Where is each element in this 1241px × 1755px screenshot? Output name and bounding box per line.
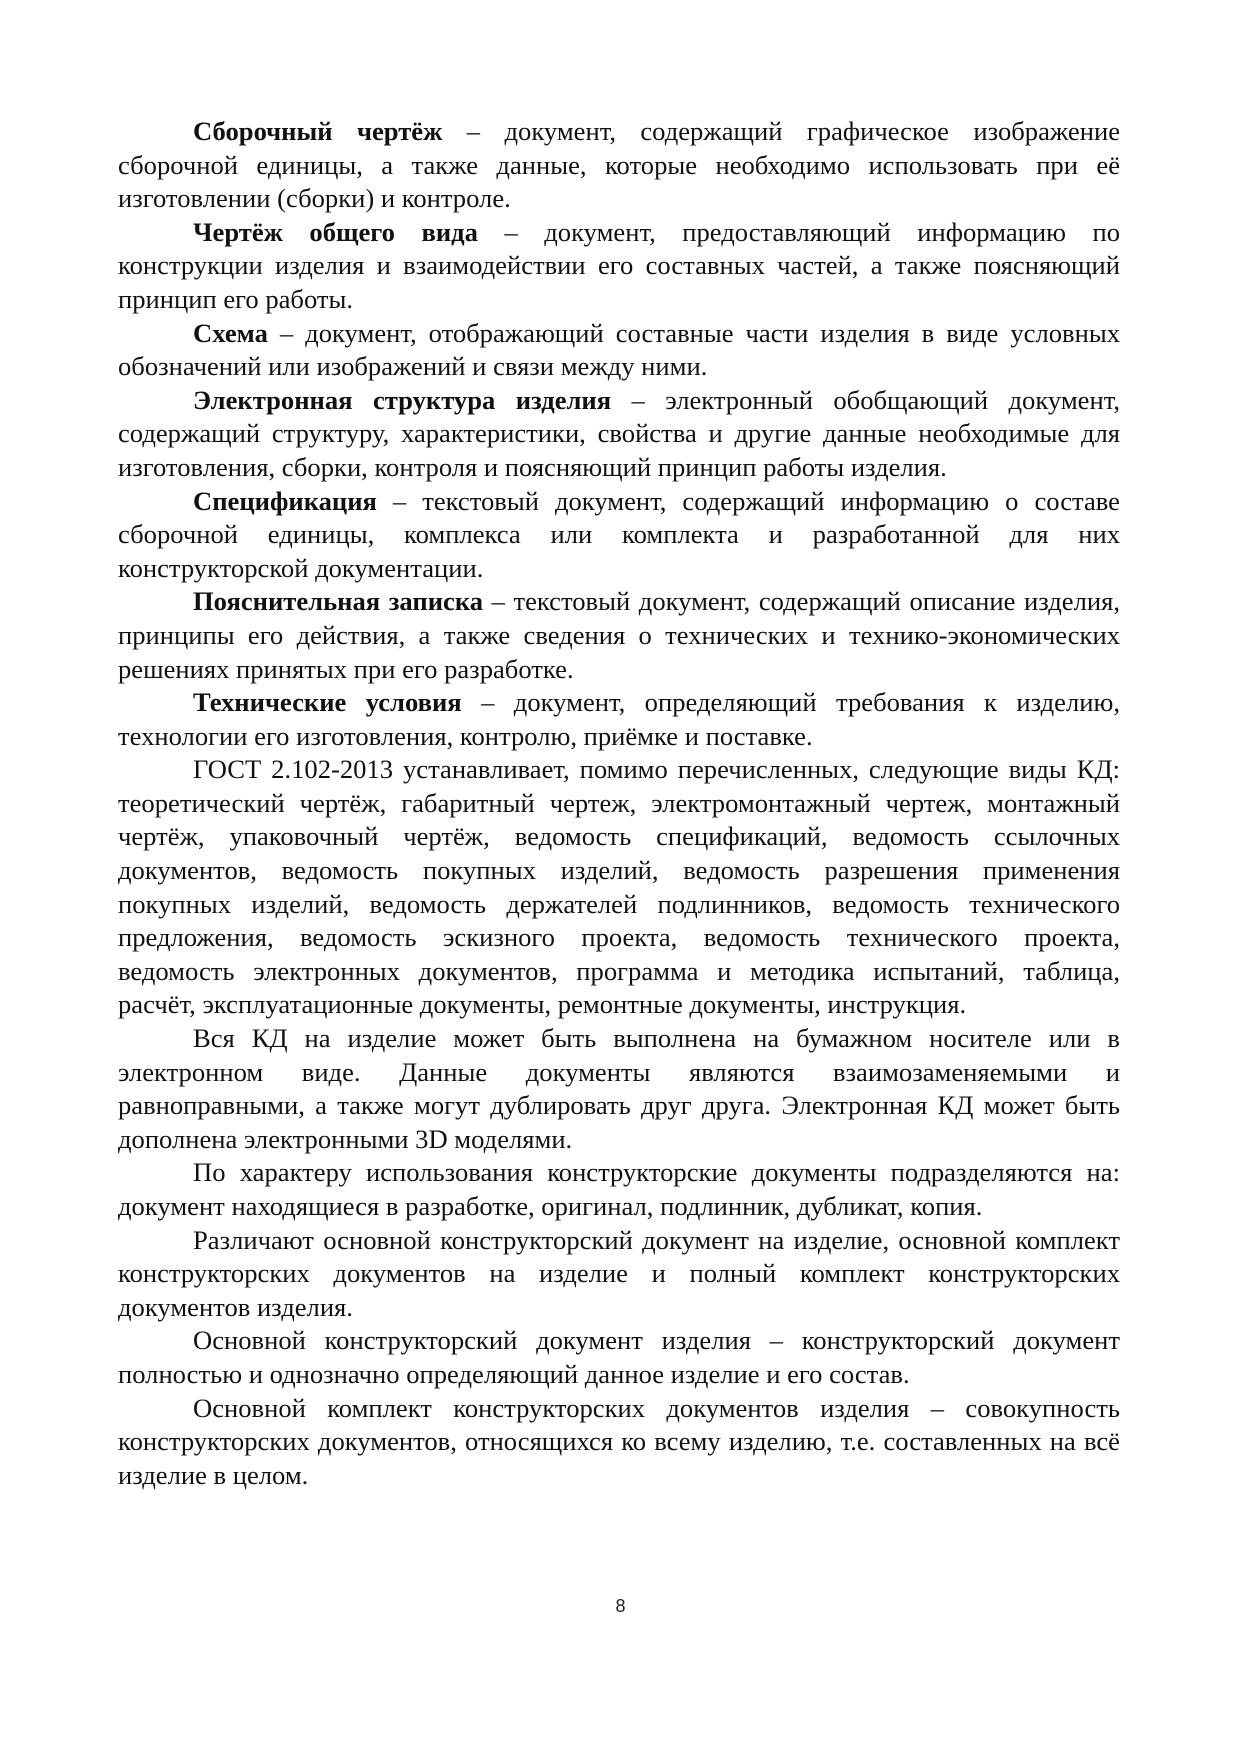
text-paragraph xyxy=(118,1156,1120,1223)
paragraph-text: Основной конструкторский документ изделия – конструкторский документ полностью и однозначно определяющий данное изделие и его состав. xyxy=(118,1325,1120,1389)
paragraph-text: Вся КД на изделие может быть выполнена на бумажном носителе или в электронном виде. Данные документы являются взаимозаменяемыми и равноправными, а также могут дублировать друг друга. Электронная КД может быть дополнена электронными 3D моделями. xyxy=(118,1023,1120,1154)
term: Пояснительная записка xyxy=(193,586,484,617)
text-paragraph xyxy=(118,1324,1120,1391)
definition-paragraph xyxy=(118,384,1120,485)
definition-text: – текстовый документ, содержащий описание изделия, принципы его действия, а также сведения о технических и технико-экономических решениях принятых при его разработке. xyxy=(118,586,1120,684)
definition-text: – документ, отображающий составные части изделия в виде условных обозначений или изображений и связи между ними. xyxy=(118,317,1120,382)
definition-text: – документ, содержащий графическое изображение сборочной единицы, а также данные, которые необходимо использовать при её изготовлении (сборки) и контроле. xyxy=(118,116,1120,214)
body-text xyxy=(118,115,1120,1492)
text-paragraph xyxy=(118,753,1120,1022)
paragraph-text: Различают основной конструкторский документ на изделие, основной комплект конструкторских документов на изделие и полный комплект конструкторских документов изделия. xyxy=(118,1224,1120,1322)
term: Технические условия xyxy=(193,687,462,718)
definition-paragraph xyxy=(118,115,1120,216)
term: Сборочный чертёж xyxy=(193,116,443,146)
text-paragraph xyxy=(118,1022,1120,1156)
text-paragraph xyxy=(118,1392,1120,1493)
term: Схема xyxy=(193,317,268,348)
definition-text: – документ, предоставляющий информацию по конструкции изделия и взаимодействии его составных частей, а также поясняющий принцип его работы. xyxy=(118,216,1120,314)
definition-paragraph xyxy=(118,485,1120,586)
definition-text: – текстовый документ, содержащий информацию о составе сборочной единицы, комплекса или комплекта и разработанной для них конструкторской документации. xyxy=(118,485,1120,583)
paragraph-text: Основной комплект конструкторских документов изделия – совокупность конструкторских документов, относящихся ко всему изделию, т.е. составленных на всё изделие в целом. xyxy=(118,1392,1120,1490)
definition-text: – документ, определяющий требования к изделию, технологии его изготовления, контролю, приёмке и поставке. xyxy=(118,687,1120,751)
definition-paragraph xyxy=(118,317,1120,384)
definition-text: – электронный обобщающий документ, содержащий структуру, характеристики, свойства и другие данные необходимые для изготовления, сборки, контроля и поясняющий принцип работы изделия. xyxy=(118,384,1120,482)
term: Спецификация xyxy=(193,485,377,516)
definition-paragraph xyxy=(118,686,1120,753)
term: Электронная структура изделия xyxy=(193,384,612,415)
text-paragraph xyxy=(118,1224,1120,1325)
definition-paragraph xyxy=(118,585,1120,686)
paragraph-text: По характеру использования конструкторские документы подразделяются на: документ находящиеся в разработке, оригинал, подлинник, дубликат, копия. xyxy=(118,1157,1120,1221)
paragraph-text: ГОСТ 2.102-2013 устанавливает, помимо перечисленных, следующие виды КД: теоретический чертёж, габаритный чертеж, электромонтажный чертеж, монтажный чертёж, упаковочный чертёж, ведомость спецификаций, ведомость ссылочных документов, ведомость покупных изделий, ведомость разрешения применения покупных изделий, ведомость держателей подлинников, ведомость технического предложения, ведомость эскизного проекта, ведомость технического проекта, ведомость электронных документов, программа и методика испытаний, таблица, расчёт, эксплуатационные документы, ремонтные документы, инструкция. xyxy=(118,754,1120,1020)
term: Чертёж общего вида xyxy=(193,216,478,247)
page-number: 8 xyxy=(615,1596,626,1616)
definition-paragraph xyxy=(118,216,1120,317)
